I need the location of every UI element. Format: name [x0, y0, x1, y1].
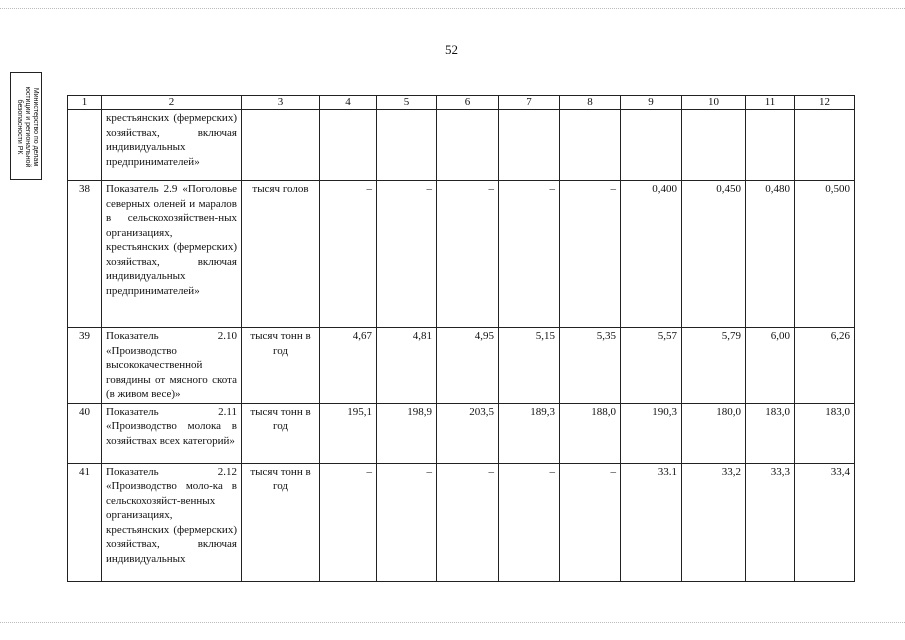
value-cell: 33.1: [621, 463, 682, 581]
value-cell: 4,81: [377, 328, 437, 404]
value-cell: –: [377, 181, 437, 328]
header-cell: 2: [102, 96, 242, 110]
table-row: [68, 328, 855, 404]
table-row: [68, 463, 855, 581]
table-row: [68, 403, 855, 463]
value-cell: 6,00: [746, 328, 795, 404]
table-header-row: [68, 96, 855, 110]
value-cell: –: [320, 463, 377, 581]
value-cell: 5,15: [499, 328, 560, 404]
value-cell: 5,79: [682, 328, 746, 404]
header-cell: 12: [795, 96, 855, 110]
indicator-table: [67, 95, 855, 582]
value-cell: 0,400: [621, 181, 682, 328]
header-cell: 10: [682, 96, 746, 110]
value-cell: [320, 110, 377, 181]
value-cell: 33,4: [795, 463, 855, 581]
table-row: [68, 181, 855, 328]
value-cell: –: [437, 181, 499, 328]
row-description: крестьянских (фермерских) хозяйствах, включая индивидуальных предпринимателей»: [102, 110, 242, 181]
header-cell: 8: [560, 96, 621, 110]
value-cell: [682, 110, 746, 181]
value-cell: 183,0: [795, 403, 855, 463]
value-cell: [560, 110, 621, 181]
row-unit: тысяч тонн в год: [242, 328, 320, 404]
value-cell: 0,450: [682, 181, 746, 328]
value-cell: 198,9: [377, 403, 437, 463]
value-cell: 0,480: [746, 181, 795, 328]
row-unit: тысяч голов: [242, 181, 320, 328]
value-cell: [621, 110, 682, 181]
ministry-stamp-text: Министерство по делам юстиции и региональной безопасности РК: [16, 86, 39, 168]
row-unit: тысяч тонн в год: [242, 403, 320, 463]
value-cell: 6,26: [795, 328, 855, 404]
value-cell: [499, 110, 560, 181]
header-cell: 7: [499, 96, 560, 110]
value-cell: –: [560, 181, 621, 328]
value-cell: –: [560, 463, 621, 581]
row-number: 38: [68, 181, 102, 328]
value-cell: –: [320, 181, 377, 328]
value-cell: –: [499, 463, 560, 581]
value-cell: 183,0: [746, 403, 795, 463]
value-cell: 0,500: [795, 181, 855, 328]
ministry-stamp: [10, 72, 42, 180]
row-description: Показатель 2.11 «Производство молока в хозяйствах всех категорий»: [102, 403, 242, 463]
header-cell: 3: [242, 96, 320, 110]
value-cell: [746, 110, 795, 181]
row-description: Показатель 2.12 «Производство моло-ка в сельскохозяйст-венных организациях, крестьянских (фермерских) хозяйствах, включая индивидуальных: [102, 463, 242, 581]
value-cell: 203,5: [437, 403, 499, 463]
table-row: [68, 110, 855, 181]
value-cell: –: [437, 463, 499, 581]
header-cell: 9: [621, 96, 682, 110]
value-cell: [795, 110, 855, 181]
header-cell: 6: [437, 96, 499, 110]
header-cell: 4: [320, 96, 377, 110]
value-cell: 33,3: [746, 463, 795, 581]
row-number: 41: [68, 463, 102, 581]
value-cell: 188,0: [560, 403, 621, 463]
value-cell: [377, 110, 437, 181]
row-description: Показатель 2.10 «Производство высококачественной говядины от мясного скота (в живом весе)»: [102, 328, 242, 404]
row-description: Показатель 2.9 «Поголовье северных оленей и маралов в сельскохозяйствен-ных организациях, крестьянских (фермерских) хозяйствах, включая индивидуальных предпринимателей»: [102, 181, 242, 328]
row-unit: тысяч тонн в год: [242, 463, 320, 581]
row-number: 39: [68, 328, 102, 404]
row-number: 40: [68, 403, 102, 463]
scan-noise-top: [0, 8, 905, 10]
value-cell: [437, 110, 499, 181]
value-cell: 4,67: [320, 328, 377, 404]
header-cell: 11: [746, 96, 795, 110]
value-cell: 189,3: [499, 403, 560, 463]
header-cell: 5: [377, 96, 437, 110]
value-cell: –: [499, 181, 560, 328]
value-cell: 180,0: [682, 403, 746, 463]
value-cell: 5,35: [560, 328, 621, 404]
row-unit: [242, 110, 320, 181]
page-number: 52: [445, 42, 458, 57]
value-cell: 5,57: [621, 328, 682, 404]
value-cell: 195,1: [320, 403, 377, 463]
value-cell: 33,2: [682, 463, 746, 581]
value-cell: 190,3: [621, 403, 682, 463]
value-cell: 4,95: [437, 328, 499, 404]
row-number: [68, 110, 102, 181]
scan-noise-bottom: [0, 622, 905, 624]
header-cell: 1: [68, 96, 102, 110]
value-cell: –: [377, 463, 437, 581]
